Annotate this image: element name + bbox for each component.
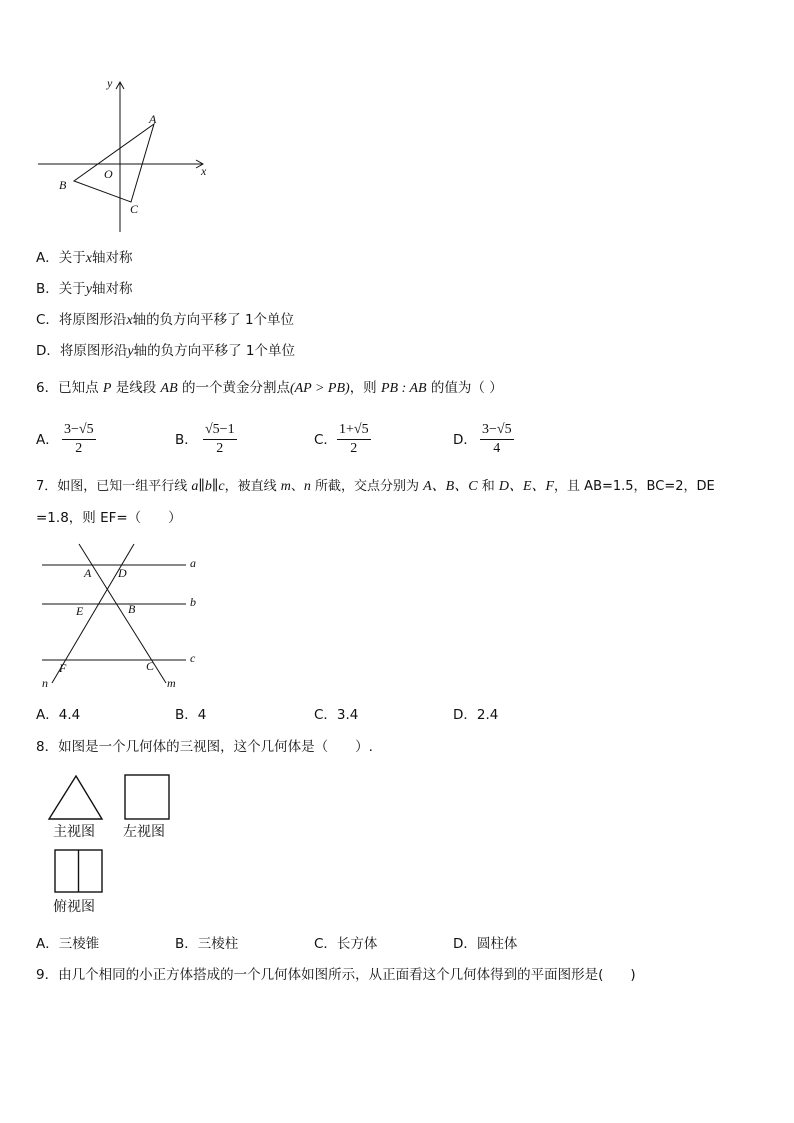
left-view-label: 左视图 — [123, 825, 165, 840]
front-view-label: 主视图 — [53, 825, 95, 840]
label-point-f: F — [59, 661, 67, 675]
q5-option-a — [36, 249, 132, 268]
q6-condition: (AP > PB) — [289, 381, 350, 396]
top-view-label: 俯视图 — [53, 900, 95, 915]
q7-stem-mid: ，被直线 — [224, 479, 281, 494]
q8-option-a: A．三棱锥 — [36, 936, 100, 952]
q6-option-b-denominator: 2 — [216, 441, 224, 456]
q7-option-c: C．3.4 — [314, 707, 359, 723]
q5-option-d — [36, 342, 295, 361]
q6-option-c-denominator: 2 — [350, 441, 358, 456]
q6-option-d-denominator: 4 — [493, 441, 501, 456]
q6-stem-mid2: 的一个黄金分割点 — [177, 380, 290, 396]
label-point-e: E — [76, 604, 84, 618]
q5-option-b — [36, 280, 132, 299]
label-point-b: B — [128, 602, 136, 616]
q6-stem-pre: 6．已知点 — [36, 380, 103, 396]
triangle-coordinate-figure — [30, 74, 220, 239]
q6-point-p: P — [102, 381, 112, 396]
q6-option-c-label: C． — [314, 432, 337, 448]
q9-stem: 9．由几个相同的小正方体搭成的一个几何体如图所示，从正面看这个几何体得到的平面图形是( ) — [36, 967, 636, 983]
label-a: a — [190, 556, 196, 570]
left-view-square — [124, 774, 171, 821]
q5-option-b-var: y — [85, 282, 92, 297]
label-n: n — [42, 676, 48, 690]
q5-option-d-post: 轴的负方向平移了 1个单位 — [133, 343, 296, 359]
x-axis-label: x — [201, 164, 207, 178]
triangle-abc — [74, 124, 154, 202]
front-view-triangle — [47, 775, 105, 822]
label-point-c: C — [146, 659, 155, 673]
origin-label: O — [104, 167, 113, 181]
q6-option-d-fraction — [480, 422, 514, 457]
q5-option-a-var: x — [85, 251, 92, 266]
q5-option-a-post: 轴对称 — [91, 250, 133, 266]
q6-option-a-numerator: 3−√5 — [62, 422, 96, 440]
q5-option-c — [36, 311, 294, 330]
point-a-label: A — [149, 112, 157, 126]
q8-stem: 8．如图是一个几何体的三视图，这个几何体是（ ）. — [36, 739, 373, 755]
q7-separator: 、 — [290, 479, 304, 494]
q7-stem-post: ，且 AB=1.5，BC=2，DE — [554, 479, 715, 494]
q7-parallel-lines: a∥b∥c — [191, 479, 225, 494]
point-b-label: B — [59, 178, 67, 192]
q7-line-n: n — [303, 479, 311, 494]
q6-option-c-fraction — [337, 422, 371, 457]
q7-option-a: A．4.4 — [36, 707, 81, 723]
q7-stem-pre: 7．如图，已知一组平行线 — [36, 479, 192, 494]
label-b: b — [190, 595, 196, 609]
q7-and: 和 — [477, 479, 499, 494]
q6-option-d-numerator: 3−√5 — [480, 422, 514, 440]
q6-stem-post: 的值为（ ） — [426, 380, 503, 396]
q7-points-def: D、E、F — [498, 479, 555, 494]
q5-option-d-var: y — [127, 344, 134, 359]
y-axis-label: y — [107, 76, 113, 90]
q7-points-abc: A、B、C — [423, 479, 478, 494]
q8-option-d: D．圆柱体 — [453, 936, 518, 952]
label-point-a: A — [84, 566, 92, 580]
q6-option-b-fraction — [203, 422, 237, 457]
q6-stem-mid3: ，则 — [349, 380, 381, 396]
q6-option-b-label: B． — [175, 432, 198, 448]
q6-stem-mid1: 是线段 — [111, 380, 161, 396]
q5-option-c-post: 轴的负方向平移了 1个单位 — [132, 312, 295, 328]
label-m: m — [167, 676, 176, 690]
q5-option-b-pre: B．关于 — [36, 281, 86, 297]
q5-option-a-pre: A．关于 — [36, 250, 86, 266]
label-c: c — [190, 651, 196, 665]
q6-option-a-label: A． — [36, 432, 59, 448]
q6-option-b-numerator: √5−1 — [203, 422, 237, 440]
q6-option-d-label: D． — [453, 432, 477, 448]
q8-option-b: B．三棱柱 — [175, 936, 239, 952]
q6-option-c-numerator: 1+√5 — [337, 422, 371, 440]
q6-option-a-fraction — [62, 422, 96, 457]
q5-option-b-post: 轴对称 — [91, 281, 133, 297]
q7-stem-line2: =1.8，则 EF=（ ） — [36, 510, 182, 526]
q5-option-d-pre: D．将原图形沿 — [36, 343, 128, 359]
label-point-d: D — [118, 566, 127, 580]
q7-option-b: B．4 — [175, 707, 207, 723]
q5-option-c-pre: C．将原图形沿 — [36, 312, 127, 328]
q5-option-c-var: x — [126, 313, 133, 328]
q8-option-c: C．长方体 — [314, 936, 378, 952]
q6-stem — [36, 379, 503, 398]
q7-stem-mid2: 所截，交点分别为 — [310, 479, 424, 494]
q6-option-a-denominator: 2 — [75, 441, 83, 456]
point-c-label: C — [130, 202, 139, 216]
top-view-rectangle — [54, 849, 104, 894]
parallel-lines-figure — [36, 540, 216, 692]
q7-option-d: D．2.4 — [453, 707, 499, 723]
q7-line-m: m — [280, 479, 291, 494]
q6-ratio: PB : AB — [380, 381, 427, 396]
q7-stem-line1 — [36, 478, 715, 496]
q6-segment-ab: AB — [160, 381, 178, 396]
